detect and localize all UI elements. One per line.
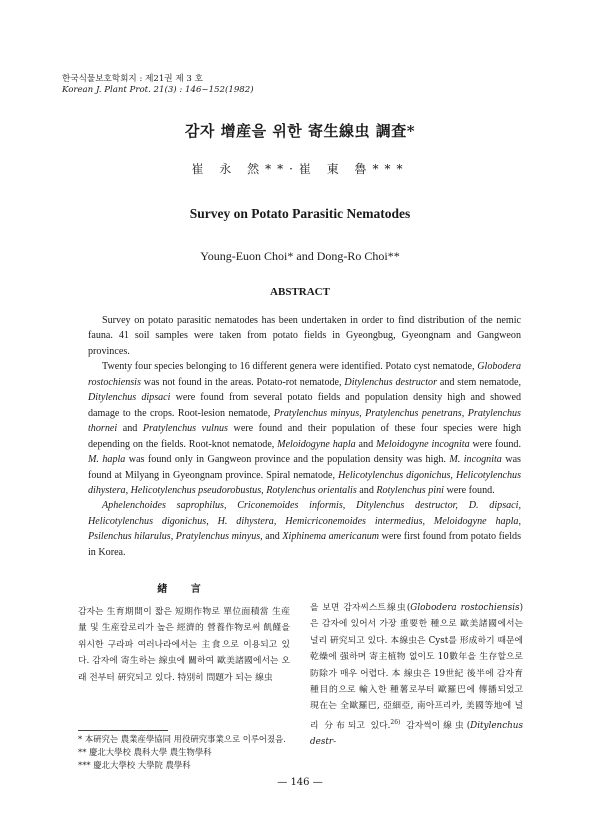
abstract-paragraph-2: Twenty four species belonging to 16 different genera were identified. Potato cyst nematode, Globodera rostochiensis was not found in the areas. Potato-rot nematode, Ditylenchus destructor and stem nematode, Ditylenchus dipsaci were found from several potato fields and population density high and showed damage to the crops. Root-lesion nematode, Pratylenchus minyus, Pratylenchus penetrans, Pratylenchus thornei and Pratylenchus vulnus were found and their population of these four species were high depending on the fields. Root-knot nematode, Meloidogyne hapla and Meloidogyne incognita were found. M. hapla was found only in Gangweon province and the population density was high. M. incognita was found at Milyang in Gyeongnam province. Spiral nematode, Helicotylenchus digonichus, Helicotylenchus dihystera, Helicotylenchus pseudorobustus, Rotylenchus orientalis and Rotylenchus pini were found. bbox=[88, 361, 522, 496]
abstract-paragraph-3: Aphelenchoides saprophilus, Criconemoides informis, Ditylenchus destructor, D. dipsaci, Helicotylenchus digonichus, H. dihystera, Hemicriconemoides intermedius, Meloidogyne hapla, Psilenchus hilarulus, Pratylenchus minyus, and Xiphinema americanum were first found from potato fields in Korea. bbox=[88, 500, 521, 558]
abstract-heading: ABSTRACT bbox=[270, 286, 330, 298]
footnote-2: ** 慶北大學校 農科大學 農生物學科 bbox=[78, 746, 212, 757]
page-number: — 146 — bbox=[277, 777, 323, 788]
journal-citation: Korean J. Plant Prot. 21(3) : 146~152(1982) bbox=[62, 85, 254, 95]
body-text-right-column: 을 보면 감자씨스트線虫(Globodera rostochiensis)은 감자에 있어서 가장 重要한 種으로 歐美諸國에서는 널리 硏究되고 있다. 本線虫은 Cyst를 形成하기 때문에 乾燥에 强하며 寄主植物 없이도 10數年을 生存할으로 防除가 매우 어렵다. 本 線虫은 19世紀 後半에 감자育種目的으로 輸入한 種薯로부터 歐羅巴에 傳播되었고 現在는 全歐羅巴, 亞細亞, 南아프리카, 美國等地에 널리 分布되고 있다.$^{26)}$ 감자썩이線虫(Ditylenchus destr- bbox=[310, 603, 523, 748]
title-english: Survey on Potato Parasitic Nematodes bbox=[189, 206, 411, 221]
section-heading-introduction: 緖 言 bbox=[157, 584, 211, 595]
abstract-paragraph-1: Survey on potato parasitic nematodes has been undertaken in order to find distribution of the nemic fauna. 41 soil samples were taken from potato fields in Gyeongbug, Gyeongnam and Gangweon provinces. bbox=[88, 315, 521, 357]
footnote-divider bbox=[78, 730, 168, 731]
title-korean: 감자 增産을 위한 寄生線虫 調査* bbox=[184, 122, 416, 140]
footnote-1: * 本硏究는 農業産學協同 用役硏究事業으로 이루어졌음. bbox=[78, 734, 286, 744]
authors-english: Young-Euon Choi* and Dong-Ro Choi** bbox=[200, 249, 400, 263]
authors-korean: 崔 永 然**·崔 東 魯*** bbox=[191, 162, 409, 176]
footnotes bbox=[78, 733, 438, 771]
journal-korean: 한국식물보호학회지 : 제21권 제 3 호 bbox=[62, 74, 203, 84]
abstract-body bbox=[88, 313, 521, 560]
body-text-left-column: 감자는 生育期間이 짧은 短期作物로 單位面積當 生産量 및 生産칼로리가 높은 經濟的 營養作物로써 飢饉을 위시한 구라파 여러나라에서는 主食으로 이용되고 있다. 감자에 寄生하는 線虫에 關하여 歐美諸國에서는 오래 전부터 硏究되고 있다. 特別히 問題가 되는 線虫 bbox=[78, 607, 290, 683]
footnote-3: *** 慶北大學校 大學院 農學科 bbox=[78, 759, 191, 770]
